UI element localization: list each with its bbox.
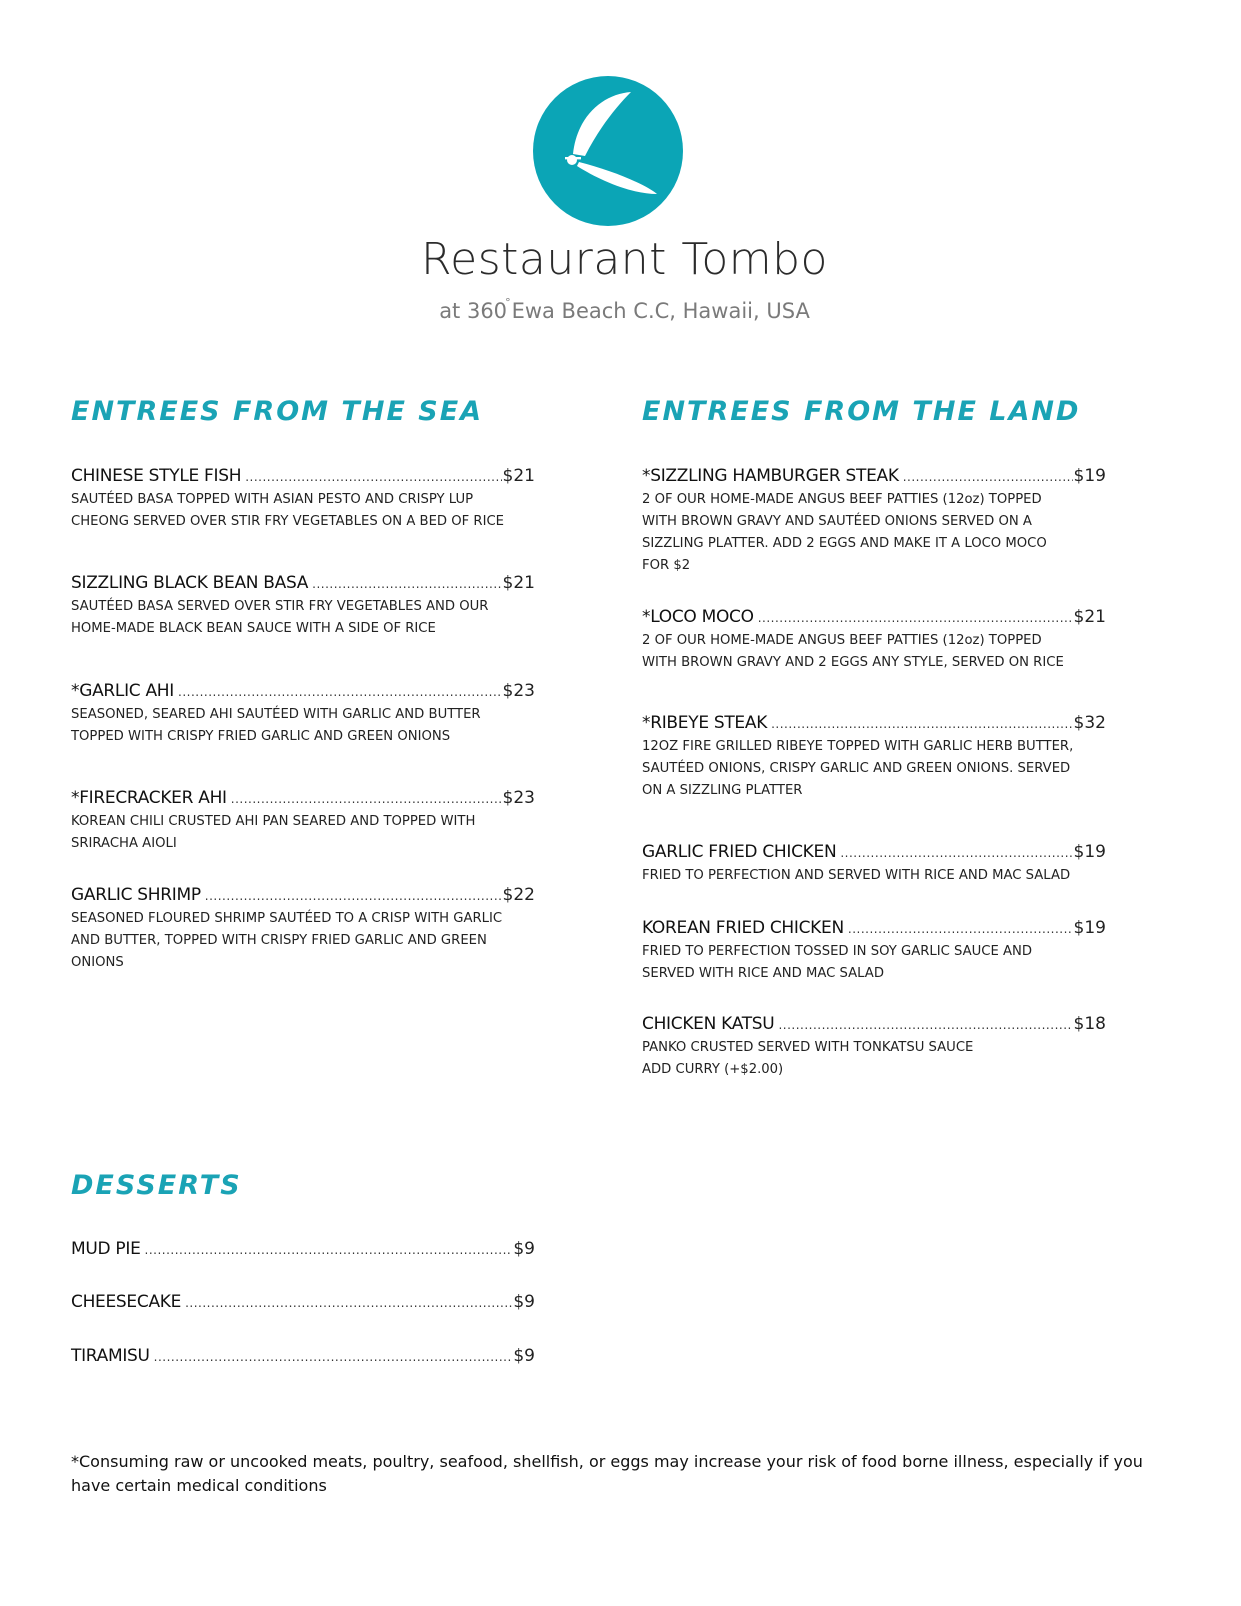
description-line: HOME-MADE BLACK BEAN SAUCE WITH A SIDE OF RICE — [71, 621, 436, 636]
dot-leader — [840, 846, 1072, 860]
description-line: ON A SIZZLING PLATTER — [642, 783, 803, 798]
location-suffix: Ewa Beach C.C, Hawaii, USA — [511, 299, 810, 323]
dot-leader — [758, 611, 1073, 625]
item-price: $9 — [513, 1346, 535, 1366]
item-description — [642, 489, 1106, 577]
menu-item — [71, 788, 535, 855]
menu-item — [642, 842, 1106, 887]
description-line: WITH BROWN GRAVY AND SAUTÉED ONIONS SERVED ON A — [642, 514, 1032, 529]
dessert-item — [71, 1292, 535, 1312]
description-line: ONIONS — [71, 955, 124, 970]
item-price: $32 — [1073, 713, 1106, 733]
item-name: *FIRECRACKER AHI — [71, 788, 227, 808]
description-line: SIZZLING PLATTER. ADD 2 EGGS AND MAKE IT A LOCO MOCO — [642, 536, 1047, 551]
item-name: MUD PIE — [71, 1239, 141, 1259]
item-name: CHEESECAKE — [71, 1292, 182, 1312]
description-line: TOPPED WITH CRISPY FRIED GARLIC AND GREEN ONIONS — [71, 729, 451, 744]
dessert-item — [71, 1239, 535, 1259]
item-name: *LOCO MOCO — [642, 607, 754, 627]
section-title-land: ENTREES FROM THE LAND — [642, 396, 1081, 427]
description-line: SAUTÉED ONIONS, CRISPY GARLIC AND GREEN ONIONS. SERVED — [642, 761, 1071, 776]
item-price: $21 — [502, 573, 535, 593]
item-price: $23 — [502, 788, 535, 808]
description-line: 12OZ FIRE GRILLED RIBEYE TOPPED WITH GARLIC HERB BUTTER, — [642, 739, 1074, 754]
description-line: SAUTÉED BASA SERVED OVER STIR FRY VEGETABLES AND OUR — [71, 599, 489, 614]
dot-leader — [145, 1243, 513, 1257]
menu-item — [642, 466, 1106, 577]
dot-leader — [312, 577, 501, 591]
menu-item — [642, 918, 1106, 985]
description-line: SEASONED, SEARED AHI SAUTÉED WITH GARLIC AND BUTTER — [71, 707, 481, 722]
item-name: *GARLIC AHI — [71, 681, 174, 701]
item-description — [71, 489, 535, 533]
item-name: GARLIC FRIED CHICKEN — [642, 842, 837, 862]
item-description — [71, 596, 535, 640]
item-description — [642, 941, 1106, 985]
description-line: WITH BROWN GRAVY AND 2 EGGS ANY STYLE, SERVED ON RICE — [642, 655, 1064, 670]
menu-item — [71, 885, 535, 974]
menu-item — [71, 681, 535, 748]
dot-leader — [178, 685, 502, 699]
restaurant-location — [0, 296, 1241, 323]
item-name: SIZZLING BLACK BEAN BASA — [71, 573, 309, 593]
description-line: PANKO CRUSTED SERVED WITH TONKATSU SAUCE — [642, 1040, 974, 1055]
section-title-sea: ENTREES FROM THE SEA — [71, 396, 484, 427]
description-line: SRIRACHA AIOLI — [71, 836, 177, 851]
item-price: $23 — [502, 681, 535, 701]
item-name: GARLIC SHRIMP — [71, 885, 201, 905]
item-description — [642, 736, 1106, 802]
description-line: SEASONED FLOURED SHRIMP SAUTÉED TO A CRISP WITH GARLIC — [71, 911, 503, 926]
item-price: $9 — [513, 1292, 535, 1312]
description-line: SERVED WITH RICE AND MAC SALAD — [642, 966, 884, 981]
description-line: FRIED TO PERFECTION AND SERVED WITH RICE AND MAC SALAD — [642, 868, 1071, 883]
item-description — [642, 865, 1106, 887]
item-price: $21 — [502, 466, 535, 486]
description-line: KOREAN CHILI CRUSTED AHI PAN SEARED AND TOPPED WITH — [71, 814, 476, 829]
item-price: $19 — [1073, 918, 1106, 938]
item-price: $21 — [1073, 607, 1106, 627]
dot-leader — [903, 470, 1073, 484]
description-line: ADD CURRY (+$2.00) — [642, 1062, 784, 1077]
dot-leader — [778, 1018, 1072, 1032]
menu-item — [642, 713, 1106, 802]
item-name: *RIBEYE STEAK — [642, 713, 768, 733]
item-description — [642, 1037, 1106, 1081]
item-price: $9 — [513, 1239, 535, 1259]
menu-item — [71, 573, 535, 640]
item-description — [71, 704, 535, 748]
description-line: SAUTÉED BASA TOPPED WITH ASIAN PESTO AND CRISPY LUP — [71, 492, 474, 507]
item-price: $19 — [1073, 842, 1106, 862]
menu-item — [71, 466, 535, 533]
dragonfly-logo — [533, 76, 683, 226]
section-title-desserts: DESSERTS — [71, 1170, 242, 1201]
description-line: 2 OF OUR HOME-MADE ANGUS BEEF PATTIES (12oz) TOPPED — [642, 633, 1042, 648]
dessert-item — [71, 1346, 535, 1366]
dot-leader — [185, 1296, 512, 1310]
restaurant-title: Restaurant Tombo — [421, 234, 828, 285]
item-description — [71, 811, 535, 855]
dot-leader — [154, 1350, 513, 1364]
item-price: $19 — [1073, 466, 1106, 486]
item-name: *SIZZLING HAMBURGER STEAK — [642, 466, 899, 486]
description-line: AND BUTTER, TOPPED WITH CRISPY FRIED GARLIC AND GREEN — [71, 933, 487, 948]
item-description — [642, 630, 1106, 674]
dot-leader — [771, 717, 1072, 731]
item-name: KOREAN FRIED CHICKEN — [642, 918, 844, 938]
dot-leader — [848, 922, 1073, 936]
item-description — [71, 908, 535, 974]
item-name: TIRAMISU — [71, 1346, 150, 1366]
description-line: FOR $2 — [642, 558, 691, 573]
item-price: $18 — [1073, 1014, 1106, 1034]
location-prefix: at 360 — [439, 299, 508, 323]
dot-leader — [205, 889, 502, 903]
dot-leader — [231, 792, 502, 806]
dot-leader — [245, 470, 501, 484]
menu-item — [642, 607, 1106, 674]
health-disclaimer: *Consuming raw or uncooked meats, poultry, seafood, shellfish, or eggs may increase your risk of food borne illness, especially if you have certain medical conditions — [71, 1452, 1143, 1495]
menu-item — [642, 1014, 1106, 1081]
description-line: 2 OF OUR HOME-MADE ANGUS BEEF PATTIES (12oz) TOPPED — [642, 492, 1042, 507]
degree-sign: ° — [505, 296, 511, 309]
item-price: $22 — [502, 885, 535, 905]
item-name: CHINESE STYLE FISH — [71, 466, 242, 486]
description-line: CHEONG SERVED OVER STIR FRY VEGETABLES ON A BED OF RICE — [71, 514, 505, 529]
description-line: FRIED TO PERFECTION TOSSED IN SOY GARLIC SAUCE AND — [642, 944, 1033, 959]
item-name: CHICKEN KATSU — [642, 1014, 775, 1034]
